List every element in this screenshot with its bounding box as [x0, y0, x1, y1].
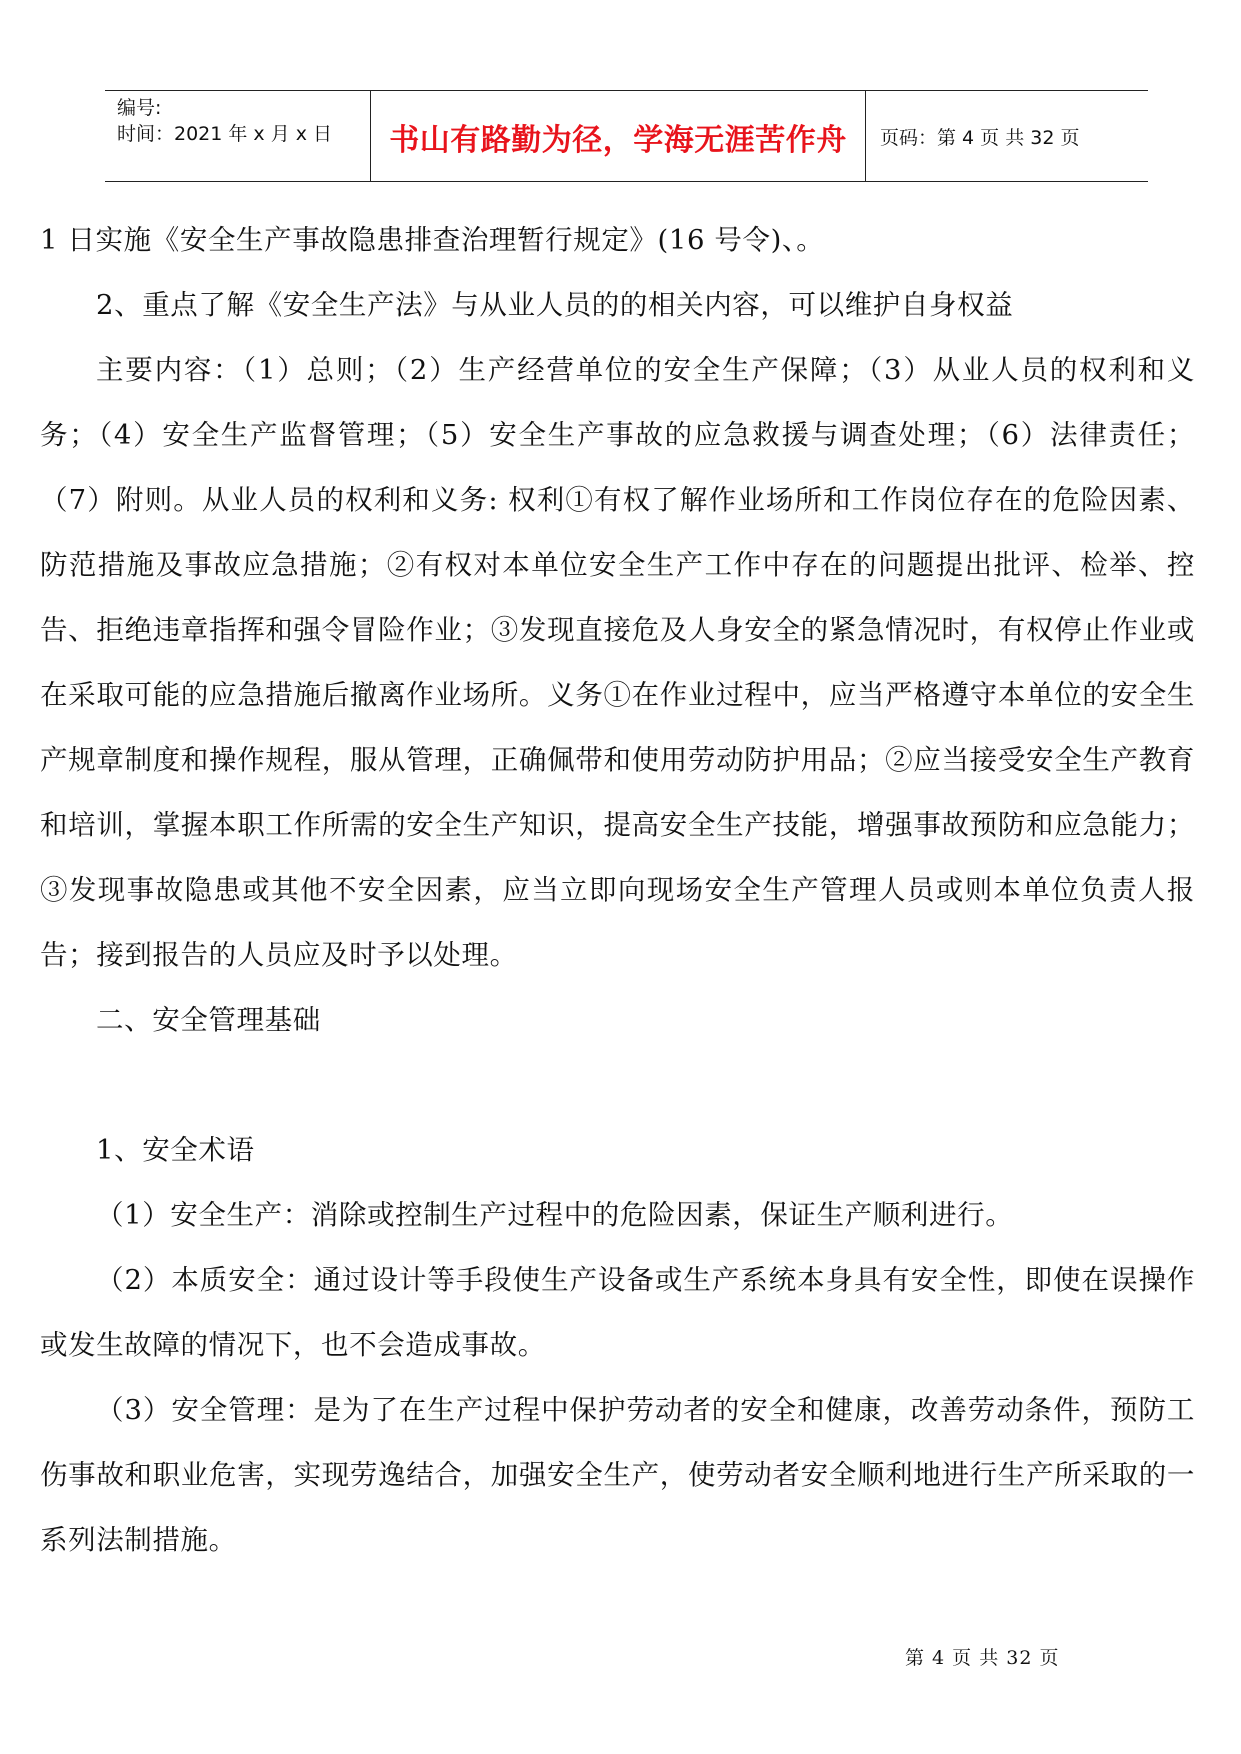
paragraph-main-content: 主要内容：（1）总则；（2）生产经营单位的安全生产保障；（3）从业人员的权利和义务；（4）安全生产监督管理；（5）安全生产事故的应急救援与调查处理；（6）法律责任；（7）附则。从业人员的权利和义务: 权利①有权了解作业场所和工作岗位存在的危险因素、防范措施及事故应急措施；②有权对本单位安全生产工作中存在的问题提出批评、检举、控告、拒绝违章指挥和强令冒险作业；③发现直接危及人身安全的紧急情况时，有权停止作业或在采取可能的应急措施后撤离作业场所。义务①在作业过程中，应当严格遵守本单位的安全生产规章制度和操作规程，服从管理，正确佩带和使用劳动防护用品；②应当接受安全生产教育和培训，掌握本职工作所需的安全生产知识，提高安全生产技能，增强事故预防和应急能力；③发现事故隐患或其他不安全因素，应当立即向现场安全生产管理人员或则本单位负责人报告；接到报告的人员应及时予以处理。 [40, 354, 1195, 971]
header-motto-cell [371, 91, 866, 181]
document-body [40, 208, 1195, 1573]
motto-text: 书山有路勤为径，学海无涯苦作舟 [389, 123, 847, 158]
blank-line [40, 1053, 1195, 1118]
term-safety-management: （3）安全管理：是为了在生产过程中保护劳动者的安全和健康，改善劳动条件，预防工伤事故和职业危害，实现劳逸结合，加强安全生产，使劳动者安全顺利地进行生产所采取的一系列法制措施。 [40, 1394, 1195, 1556]
header-table [105, 90, 1148, 182]
subsection-heading-safety-terms: 1、安全术语 [96, 1134, 255, 1166]
paragraph-item-2: 2、重点了解《安全生产法》与从业人员的的相关内容，可以维护自身权益 [96, 289, 1014, 321]
term-intrinsic-safety: （2）本质安全：通过设计等手段使生产设备或生产系统本身具有安全性，即使在误操作或发生故障的情况下，也不会造成事故。 [40, 1264, 1195, 1361]
document-time-label: 时间：2021 年 x 月 x 日 [117, 123, 333, 145]
section-heading-safety-basics: 二、安全管理基础 [96, 1004, 321, 1036]
document-number-label: 编号: [117, 97, 162, 119]
page-code-label: 页码：第 4 页 共 32 页 [880, 126, 1080, 149]
paragraph-continuation: 1 日实施《安全生产事故隐患排查治理暂行规定》(16 号令)、。 [40, 224, 825, 256]
header-page-cell [866, 91, 1148, 181]
term-safe-production: （1）安全生产：消除或控制生产过程中的危险因素，保证生产顺利进行。 [96, 1199, 1014, 1231]
page-footer: 第 4 页 共 32 页 [905, 1647, 1060, 1669]
header-info-cell [105, 91, 371, 181]
